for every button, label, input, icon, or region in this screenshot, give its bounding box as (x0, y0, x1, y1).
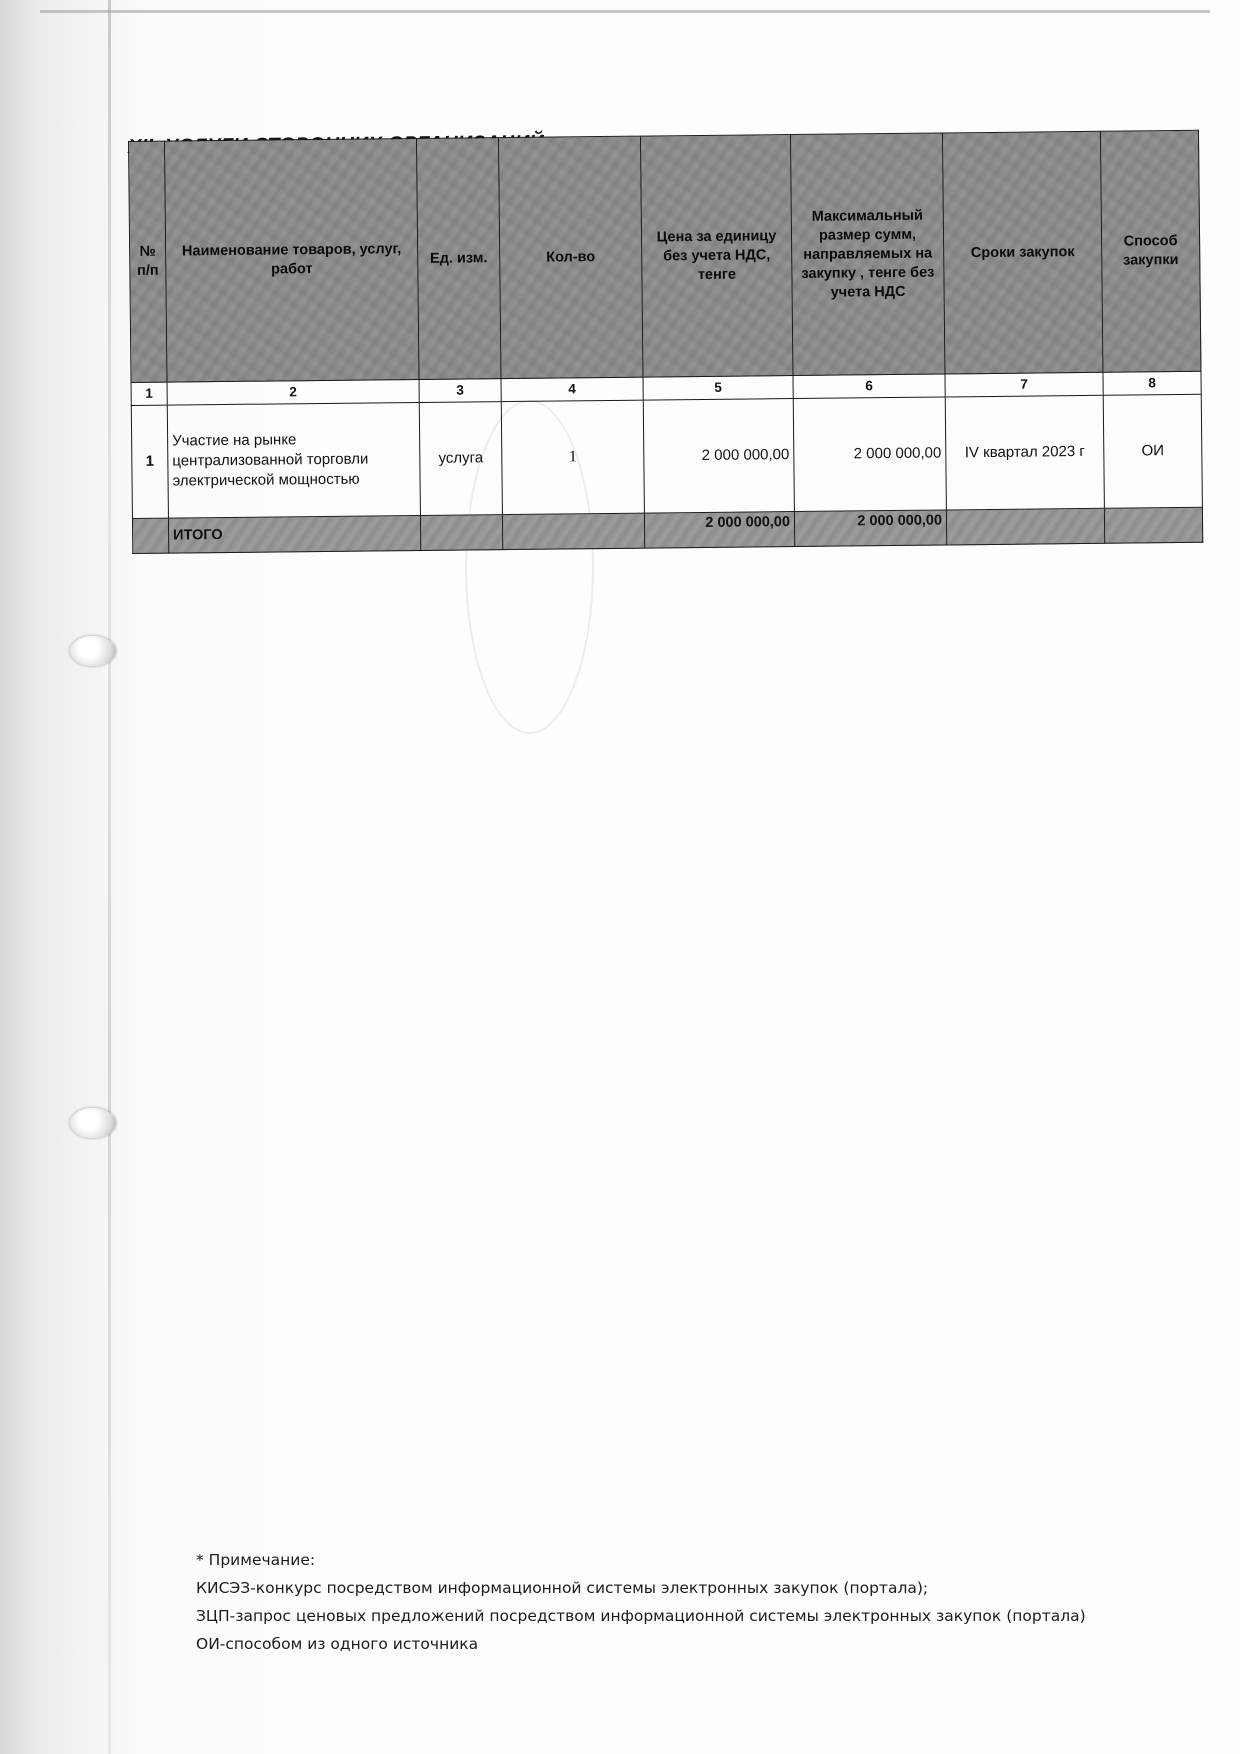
row-item-name: Участие на рынке централизованной торговли электрической мощностью (167, 402, 420, 518)
total-empty-cell (132, 518, 168, 553)
procurement-table (128, 130, 1203, 554)
header-method: Способ закупки (1100, 130, 1201, 372)
row-quantity: 1 (501, 400, 644, 514)
scan-top-edge (40, 10, 1210, 13)
total-max-sum: 2 000 000,00 (794, 510, 946, 547)
header-max-sum: Максимальный размер сумм, направляемых на закупку , тенге без учета НДС (790, 133, 945, 376)
column-number: 1 (131, 382, 167, 405)
total-empty-cell (1104, 507, 1202, 543)
column-number: 8 (1103, 371, 1201, 395)
header-period: Сроки закупок (942, 131, 1103, 374)
note-line: КИСЭЗ-конкурс посредством информационной системы электронных закупок (портала); (196, 1579, 929, 1597)
total-empty-cell (420, 515, 502, 551)
column-number: 2 (167, 379, 419, 405)
total-label: ИТОГО (168, 515, 420, 553)
table-row (131, 394, 1202, 518)
note-line: ЗЦП-запрос ценовых предложений посредством информационной системы электронных закупок (портала) (196, 1607, 1086, 1625)
row-max-sum: 2 000 000,00 (793, 397, 946, 512)
header-quantity: Кол-во (498, 136, 643, 378)
total-unit-price: 2 000 000,00 (644, 512, 794, 549)
notes-title: * Примечание: (196, 1551, 316, 1569)
note-line: ОИ-способом из одного источника (196, 1635, 479, 1653)
header-name: Наименование товаров, услуг, работ (165, 138, 420, 382)
row-unit: услуга (419, 402, 502, 516)
column-number: 7 (945, 372, 1103, 397)
table-header-row (129, 130, 1201, 382)
page-edge (108, 0, 111, 1754)
row-method: ОИ (1103, 394, 1202, 508)
row-number: 1 (131, 405, 168, 518)
header-number: № п/п (129, 141, 168, 382)
row-period: IV квартал 2023 г (945, 395, 1104, 510)
total-empty-cell (946, 508, 1104, 545)
notes-block (196, 1546, 1086, 1658)
total-empty-cell (502, 513, 644, 549)
header-unit-price: Цена за единицу без учета НДС, тенге (640, 135, 793, 378)
column-number: 5 (643, 376, 793, 401)
procurement-table-wrapper (128, 130, 1202, 554)
punch-hole-upper (70, 636, 116, 666)
header-unit: Ед. изм. (416, 138, 501, 380)
row-unit-price: 2 000 000,00 (643, 399, 794, 514)
column-number: 3 (419, 379, 501, 403)
column-number: 6 (793, 374, 945, 399)
column-number: 4 (501, 377, 643, 401)
punch-hole-lower (70, 1108, 116, 1138)
